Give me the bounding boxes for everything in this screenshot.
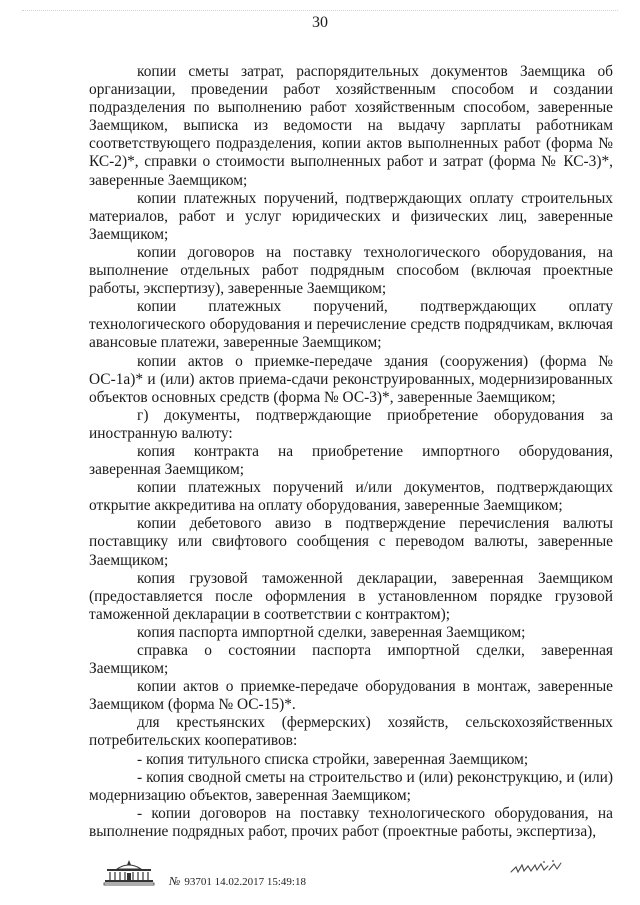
- paragraph: - копия сводной сметы на строительство и (или) реконструкцию, и (или) модернизацию объектов, заверенная Заемщиком;: [89, 768, 613, 804]
- document-registration-stamp: [169, 874, 306, 889]
- paragraph: копия грузовой таможенной декларации, заверенная Заемщиком (предоставляется после оформления в установленном порядке грузовой таможенной декларации в соответствии с контрактом);: [89, 569, 613, 623]
- paragraph: копии дебетового авизо в подтверждение перечисления валюты поставщику или свифтового сообщения с переводом валюты, заверенные Заемщиком;: [89, 515, 613, 569]
- paragraph: - копия титульного списка стройки, заверенная Заемщиком;: [137, 750, 529, 768]
- paragraph: копии сметы затрат, распорядительных документов Заемщика об организации, проведении работ хозяйственным способом и создании подразделения по выполнению работ хозяйственным способом, заверенные Заемщиком, выписка из ведомости на выдачу зарплаты работникам соответствующего подразделения, копии актов выполненных работ (форма № КС-2)*, справки о стоимости выполненных работ и затрат (форма № КС-3)*, заверенные Заемщиком;: [89, 63, 613, 189]
- paragraph: копия паспорта импортной сделки, заверенная Заемщиком;: [137, 623, 526, 641]
- page-number: 30: [312, 14, 328, 31]
- paragraph: - копии договоров на поставку технологического оборудования, на выполнение подрядных работ, прочих работ (проектные работы, экспертиза),: [89, 804, 613, 840]
- handwritten-initials-icon: [508, 858, 568, 878]
- paragraph: копии договоров на поставку технологического оборудования, на выполнение отдельных работ подрядным способом (включая проектные работы, экспертизу), заверенные Заемщиком;: [89, 243, 613, 298]
- paragraph: копии платежных поручений и/или документов, подтверждающих открытие аккредитива на оплату оборудования, заверенные Заемщиком;: [89, 479, 613, 515]
- paragraph: копии актов о приемке-передаче оборудования в монтаж, заверенные Заемщиком (форма № ОС-15)*.: [89, 678, 613, 714]
- paragraph: справка о состоянии паспорта импортной сделки, заверенная Заемщиком;: [89, 642, 613, 678]
- paragraph: копии платежных поручений, подтверждающих оплату строительных материалов, работ и услуг юридических и физических лиц, заверенные Заемщиком;: [89, 189, 613, 243]
- number-sign: №: [169, 874, 181, 888]
- paragraph: для крестьянских (фермерских) хозяйств, сельскохозяйственных потребительских кооперативов:: [89, 714, 613, 750]
- government-building-logo-icon: [103, 858, 155, 886]
- document-body: [89, 63, 613, 841]
- paragraph: г) документы, подтверждающие приобретение оборудования за иностранную валюту:: [89, 406, 613, 442]
- paragraph: копии актов о приемке-передаче здания (сооружения) (форма № ОС-1а)* и (или) актов приема-сдачи реконструированных, модернизированных объектов основных средств (форма № ОС-3)*, заверенные Заемщиком;: [89, 352, 613, 406]
- document-footer: [103, 858, 623, 888]
- paragraph: копии платежных поручений, подтверждающих оплату технологического оборудования и перечисление средств подрядчикам, включая авансовые платежи, заверенные Заемщиком;: [89, 298, 613, 352]
- paragraph: копия контракта на приобретение импортного оборудования, заверенная Заемщиком;: [89, 442, 613, 479]
- registration-number-datetime: 93701 14.02.2017 15:49:18: [184, 876, 306, 888]
